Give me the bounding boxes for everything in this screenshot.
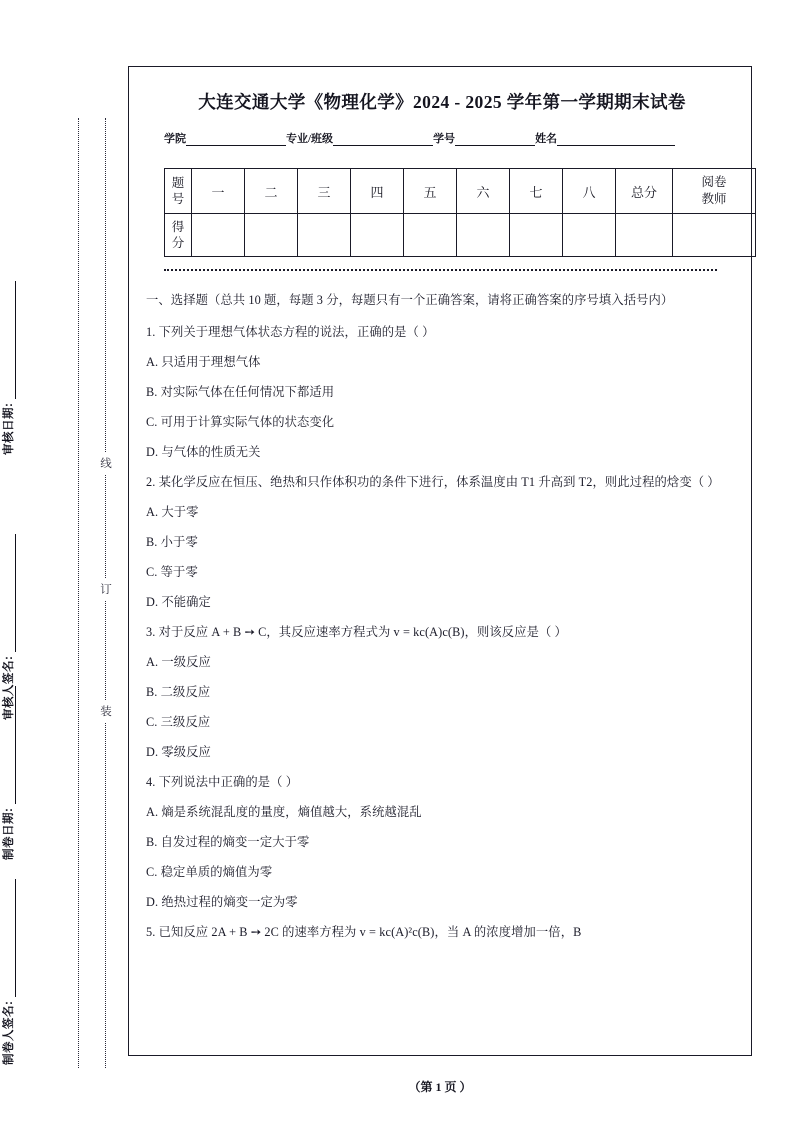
- question-1-stem: 1. 下列关于理想气体状态方程的说法，正确的是（ ）: [146, 325, 435, 339]
- score-col-teacher: [673, 169, 756, 214]
- college-field[interactable]: [164, 130, 286, 146]
- score-cell-7[interactable]: [510, 214, 563, 257]
- question-4-option-c[interactable]: C. 稳定单质的熵值为零: [146, 865, 273, 879]
- exam-title: 大连交通大学《物理化学》2024 - 2025 学年第一学期期末试卷: [198, 92, 686, 112]
- score-cell-4[interactable]: [351, 214, 404, 257]
- student-name-label: 姓名: [535, 133, 558, 145]
- teacher-label-line1: 阅卷: [701, 175, 727, 189]
- score-table: [164, 168, 756, 257]
- score-cell-8[interactable]: [563, 214, 616, 257]
- student-name-blank[interactable]: [557, 132, 675, 146]
- score-col-7: 七: [510, 169, 563, 214]
- header-separator: [164, 269, 717, 271]
- reviewer-signature-text: 审核人签名:: [3, 655, 15, 720]
- score-table-row-label-number: [165, 169, 192, 214]
- question-4-option-b[interactable]: B. 自发过程的熵变一定大于零: [146, 835, 310, 849]
- seam-char-ding: 订: [98, 578, 114, 600]
- score-col-6: 六: [457, 169, 510, 214]
- questions-body: [146, 285, 738, 947]
- exam-content-frame: [128, 66, 752, 1056]
- paper-date-blank: [4, 686, 16, 804]
- question-2-option-b[interactable]: B. 小于零: [146, 535, 198, 549]
- score-table-header-row: [165, 169, 756, 214]
- row-label-points-char2: 分: [171, 236, 185, 250]
- teacher-label-line2: 教师: [701, 192, 727, 206]
- score-col-4: 四: [351, 169, 404, 214]
- row-label-points-char1: 得: [171, 220, 185, 234]
- paper-maker-signature-blank: [4, 879, 16, 997]
- major-class-field[interactable]: [286, 130, 433, 146]
- paper-maker-signature-label: [0, 805, 16, 1065]
- row-label-number-char2: 号: [171, 192, 185, 206]
- score-col-1: 一: [192, 169, 245, 214]
- review-date-label: [0, 195, 16, 455]
- score-cell-6[interactable]: [457, 214, 510, 257]
- question-4-option-d[interactable]: D. 绝热过程的熵变一定为零: [146, 895, 298, 909]
- question-3-option-b[interactable]: B. 二级反应: [146, 685, 211, 699]
- question-3-option-d[interactable]: D. 零级反应: [146, 745, 211, 759]
- question-2-option-d[interactable]: D. 不能确定: [146, 595, 211, 609]
- question-5-stem: 5. 已知反应 2A + B ➙ 2C 的速率方程为 v = kc(A)²c(B)，当 A 的浓度增加一倍，B: [146, 925, 582, 939]
- score-table-value-row: [165, 214, 756, 257]
- score-cell-total[interactable]: [616, 214, 673, 257]
- question-1-option-a[interactable]: A. 只适用于理想气体: [146, 355, 261, 369]
- major-class-label: 专业/班级: [286, 133, 334, 145]
- score-cell-3[interactable]: [298, 214, 351, 257]
- row-label-number-char1: 题: [171, 176, 185, 190]
- score-col-2: 二: [245, 169, 298, 214]
- question-1-option-d[interactable]: D. 与气体的性质无关: [146, 445, 261, 459]
- question-1-option-c[interactable]: C. 可用于计算实际气体的状态变化: [146, 415, 335, 429]
- score-cell-1[interactable]: [192, 214, 245, 257]
- question-2-option-a[interactable]: A. 大于零: [146, 505, 199, 519]
- score-col-5: 五: [404, 169, 457, 214]
- score-col-3: 三: [298, 169, 351, 214]
- score-cell-5[interactable]: [404, 214, 457, 257]
- question-3-stem: 3. 对于反应 A + B ➙ C，其反应速率方程式为 v = kc(A)c(B)，则该反应是（ ）: [146, 625, 567, 639]
- question-2-stem: 2. 某化学反应在恒压、绝热和只作体积功的条件下进行，体系温度由 T1 升高到 T2，则此过程的焓变（ ）: [146, 475, 720, 489]
- paper-date-text: 制卷日期:: [3, 807, 15, 860]
- score-col-total: 总分: [616, 169, 673, 214]
- college-blank[interactable]: [186, 132, 286, 146]
- question-4-stem: 4. 下列说法中正确的是（ ）: [146, 775, 299, 789]
- seam-char-xian: 线: [98, 452, 114, 474]
- student-id-field[interactable]: [433, 130, 535, 146]
- page-footer: （第 1 页 ）: [408, 1080, 472, 1094]
- major-class-blank[interactable]: [333, 132, 433, 146]
- review-date-text: 审核日期:: [3, 402, 15, 455]
- score-col-8: 八: [563, 169, 616, 214]
- question-1-option-b[interactable]: B. 对实际气体在任何情况下都适用: [146, 385, 335, 399]
- seam-char-zhuang: 装: [98, 700, 114, 722]
- question-3-option-c[interactable]: C. 三级反应: [146, 715, 211, 729]
- student-name-field[interactable]: [535, 130, 675, 146]
- section-heading-choice: 一、选择题（总共 10 题，每题 3 分，每题只有一个正确答案，请将正确答案的序号填入括号内）: [146, 293, 674, 307]
- college-label: 学院: [164, 133, 186, 145]
- question-3-option-a[interactable]: A. 一级反应: [146, 655, 211, 669]
- binding-sidebar: [0, 0, 128, 1122]
- score-cell-2[interactable]: [245, 214, 298, 257]
- review-date-blank: [4, 281, 16, 399]
- score-cell-teacher[interactable]: [673, 214, 756, 257]
- question-2-option-c[interactable]: C. 等于零: [146, 565, 198, 579]
- score-table-row-label-points: [165, 214, 192, 257]
- paper-maker-signature-text: 制卷人签名:: [3, 1000, 15, 1065]
- student-id-blank[interactable]: [455, 132, 535, 146]
- student-id-label: 学号: [433, 133, 456, 145]
- student-info-row: [164, 130, 738, 146]
- question-4-option-a[interactable]: A. 熵是系统混乱度的量度，熵值越大，系统越混乱: [146, 805, 422, 819]
- sidebar-dotted-line-outer: [78, 118, 79, 1068]
